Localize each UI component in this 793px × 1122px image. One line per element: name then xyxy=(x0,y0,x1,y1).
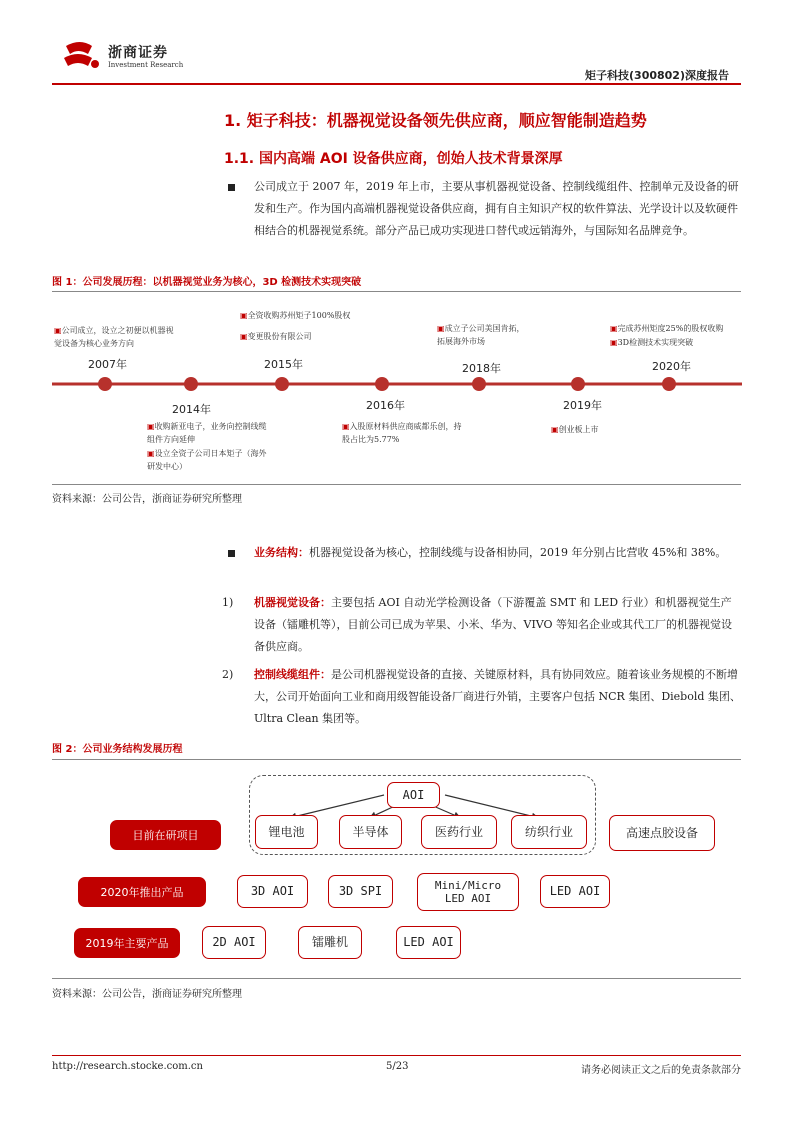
year-2014: 2014年 xyxy=(172,403,211,416)
timeline-node-2019 xyxy=(571,377,585,391)
box-3d-aoi: 3D AOI xyxy=(237,875,308,908)
marker-icon: ▣ xyxy=(610,324,618,333)
year-2019: 2019年 xyxy=(563,399,602,412)
year-2015: 2015年 xyxy=(264,358,303,371)
label-current-projects: 目前在研项目 xyxy=(110,820,221,850)
box-high-speed-dispensing: 高速点胶设备 xyxy=(609,815,715,851)
report-title: 矩子科技(300802)深度报告 xyxy=(585,69,729,82)
page-number: 5/23 xyxy=(386,1061,409,1072)
machine-vision-paragraph: 机器视觉设备：主要包括 AOI 自动光学检测设备（下游覆盖 SMT 和 LED 行业）和机器视觉生产设备（镭雕机等），目前公司已成为苹果、小米、华为、VIVO 等知名企业或其代工厂的机器视觉设备供应商。 xyxy=(254,596,733,653)
figure1-top-rule xyxy=(52,291,741,292)
figure1-title: 图 1：公司发展历程：以机器视觉业务为核心，3D 检测技术实现突破 xyxy=(52,277,362,288)
box-led-aoi-2020: LED AOI xyxy=(540,875,610,908)
box-textile: 纺织行业 xyxy=(511,815,587,849)
marker-icon: ▣ xyxy=(54,326,62,335)
marker-icon: ▣ xyxy=(437,324,445,333)
box-led-aoi-2019: LED AOI xyxy=(396,926,461,959)
subsection-heading: 1.1. 国内高端 AOI 设备供应商，创始人技术背景深厚 xyxy=(224,151,563,167)
logo-icon xyxy=(62,40,102,72)
intro-paragraph: 公司成立于 2007 年，2019 年上市，主要从事机器视觉设备、控制线缆组件、控制单元及设备的研发和生产。作为国内高端机器视觉设备供应商，拥有自主知识产权的软件算法、光学设计以及软硬件相结合的机器视觉系统。部分产品已成功实现进口替代或远销海外，与国际知名品牌竞争。 xyxy=(254,180,739,237)
label-2019-products: 2019年主要产品 xyxy=(74,928,180,958)
header-divider xyxy=(52,83,741,85)
note-2014-a: ▣收购新亚电子，业务向控制线缆组件方向延伸 xyxy=(147,422,267,444)
box-3d-spi: 3D SPI xyxy=(328,875,393,908)
year-2007: 2007年 xyxy=(88,358,127,371)
item-number: 1) xyxy=(222,596,234,609)
item-number: 2) xyxy=(222,668,234,681)
timeline-node-2015 xyxy=(275,377,289,391)
note-2016: ▣入股原材料供应商威都乐创，持股占比为5.77% xyxy=(342,422,462,444)
timeline-node-2020 xyxy=(662,377,676,391)
section-heading: 1. 矩子科技：机器视觉设备领先供应商，顺应智能制造趋势 xyxy=(224,111,647,130)
note-2018: ▣成立子公司美国肯拓，拓展海外市场 xyxy=(437,324,525,346)
marker-icon: ▣ xyxy=(610,338,618,347)
box-2d-aoi: 2D AOI xyxy=(202,926,266,959)
year-2016: 2016年 xyxy=(366,399,405,412)
marker-icon: ▣ xyxy=(342,422,350,431)
footer-disclaimer: 请务必阅读正文之后的免责条款部分 xyxy=(581,1065,741,1076)
footer-url[interactable]: http://research.stocke.com.cn xyxy=(52,1061,203,1072)
bullet-icon xyxy=(228,550,235,557)
note-2019: ▣创业板上市 xyxy=(551,425,599,434)
timeline-node-2018 xyxy=(472,377,486,391)
note-2015-b: ▣变更股份有限公司 xyxy=(240,332,312,341)
box-pharma: 医药行业 xyxy=(421,815,497,849)
box-lithium-battery: 锂电池 xyxy=(255,815,318,849)
footer-divider xyxy=(52,1055,741,1056)
brand-name: 浙商证券 xyxy=(108,45,168,61)
note-2015-a: ▣全资收购苏州矩子100%股权 xyxy=(240,311,351,320)
figure2-title: 图 2：公司业务结构发展历程 xyxy=(52,744,183,755)
note-2020-a: ▣完成苏州矩度25%的股权收购 xyxy=(610,324,724,333)
brand-subtitle: Investment Research xyxy=(108,61,184,69)
figure1-source: 资料来源：公司公告，浙商证券研究所整理 xyxy=(52,494,242,505)
figure2-top-rule xyxy=(52,759,741,760)
note-2020-b: ▣3D检测技术实现突破 xyxy=(610,338,694,347)
business-paragraph: 业务结构：机器视觉设备为核心，控制线缆与设备相协同，2019 年分别占比营收 45%和 38%。 xyxy=(254,546,727,559)
aoi-node: AOI xyxy=(387,782,440,808)
box-mini-micro-led-aoi: Mini/Micro LED AOI xyxy=(417,873,519,911)
marker-icon: ▣ xyxy=(240,332,248,341)
timeline-axis xyxy=(52,372,742,396)
figure1-bottom-rule xyxy=(52,484,741,485)
label-2020-products: 2020年推出产品 xyxy=(78,877,206,907)
note-2014-b: ▣设立全资子公司日本矩子（海外研发中心） xyxy=(147,449,267,471)
bullet-icon xyxy=(228,184,235,191)
figure2-bottom-rule xyxy=(52,978,741,979)
year-2020: 2020年 xyxy=(652,360,691,373)
timeline-node-2014 xyxy=(184,377,198,391)
box-semiconductor: 半导体 xyxy=(339,815,402,849)
marker-icon: ▣ xyxy=(147,422,155,431)
timeline-node-2016 xyxy=(375,377,389,391)
figure2-source: 资料来源：公司公告，浙商证券研究所整理 xyxy=(52,989,242,1000)
marker-icon: ▣ xyxy=(147,449,155,458)
marker-icon: ▣ xyxy=(240,311,248,320)
year-2018: 2018年 xyxy=(462,362,501,375)
cable-paragraph: 控制线缆组件：是公司机器视觉设备的直接、关键原材料，具有协同效应。随着该业务规模的不断增大，公司开始面向工业和商用级智能设备厂商进行外销，主要客户包括 NCR 集团、Diebold 集团、Ultra Clean 集团等。 xyxy=(254,668,741,725)
note-2007: ▣公司成立，设立之初便以机器视觉设备为核心业务方向 xyxy=(54,326,174,348)
box-laser-engraver: 镭雕机 xyxy=(298,926,362,959)
timeline-node-2007 xyxy=(98,377,112,391)
marker-icon: ▣ xyxy=(551,425,559,434)
